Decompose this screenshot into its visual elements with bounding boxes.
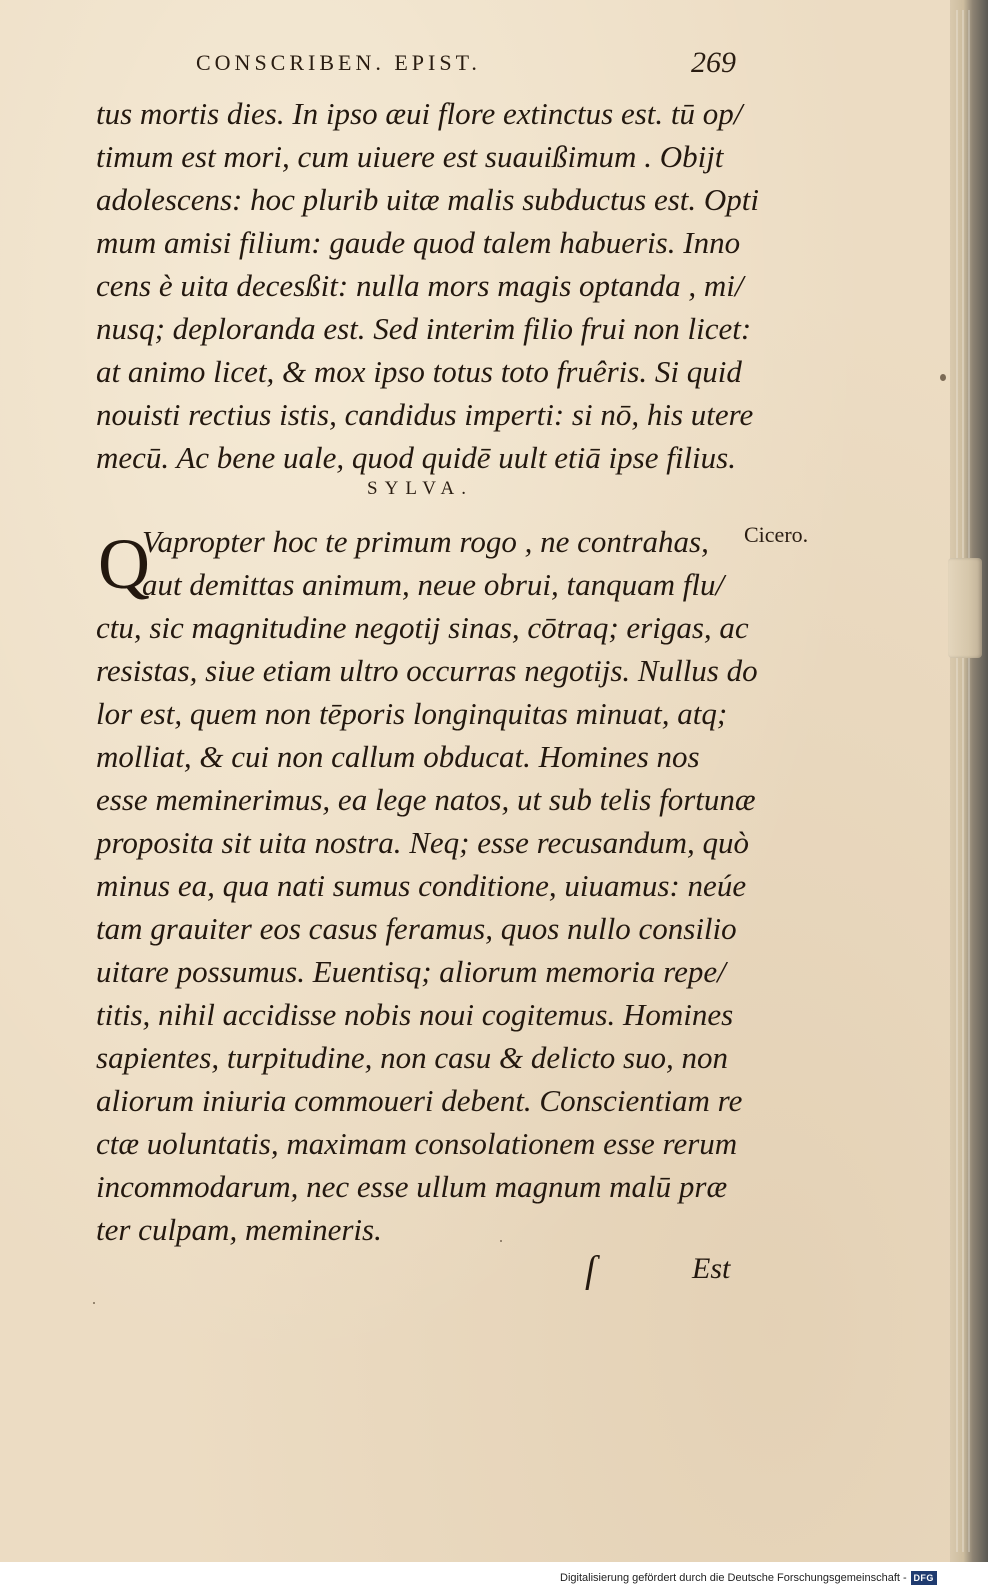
running-title: CONSCRIBEN. EPIST.: [196, 50, 481, 75]
text-line: aut demittas animum, neue obrui, tanquam flu/: [142, 567, 725, 602]
text-line: proposita sit uita nostra. Neq; esse recusandum, quò: [96, 825, 749, 860]
body-text-top: [96, 92, 760, 479]
catchword: Est: [692, 1252, 731, 1285]
text-line: at animo licet, & mox ipso totus toto fruêris. Si quid: [96, 354, 742, 389]
text-line: ter culpam, memineris.: [96, 1212, 382, 1247]
credit-text: Digitalisierung gefördert durch die Deutsche Forschungsgemeinschaft -: [560, 1572, 907, 1584]
body-text-bottom: [96, 520, 758, 1251]
text-line: titis, nihil accidisse nobis noui cogitemus. Homines: [96, 997, 734, 1032]
text-line: timum est mori, cum uiuere est suauißimum . Obijt: [96, 139, 724, 174]
page-edge-line: [968, 10, 970, 1552]
digitization-credit: [560, 1570, 937, 1586]
page-edge-line: [962, 10, 964, 1552]
text-line: adolescens: hoc plurib uitæ malis subductus est. Opti: [96, 182, 760, 217]
text-line: uitare possumus. Euentisq; aliorum memoria repe/: [96, 954, 726, 989]
text-line: mecū. Ac bene uale, quod quidē uult etiā ipse filius.: [96, 440, 736, 475]
text-line: incommodarum, nec esse ullum magnum malū præ: [96, 1169, 728, 1204]
text-line: minus ea, qua nati sumus conditione, uiuamus: neúe: [96, 868, 747, 903]
text-line: sapientes, turpitudine, non casu & delicto suo, non: [96, 1040, 729, 1075]
signature-mark: ſ: [585, 1249, 596, 1291]
page-edge-line: [956, 10, 958, 1552]
text-line: ctu, sic magnitudine negotij sinas, cōtraq; erigas, ac: [96, 610, 749, 645]
page-number: 269: [691, 46, 736, 79]
text-line: mum amisi filium: gaude quod talem habueris. Inno: [96, 225, 741, 260]
margin-note: Cicero.: [744, 522, 809, 547]
text-line: cens è uita decesßit: nulla mors magis optanda , mi/: [96, 268, 744, 303]
text-line: nusq; deploranda est. Sed interim filio frui non licet:: [96, 311, 752, 346]
text-line: nouisti rectius istis, candidus imperti: si nō, his utere: [96, 397, 754, 432]
book-edge: [950, 0, 988, 1562]
text-line: molliat, & cui non callum obducat. Homines nos: [96, 739, 700, 774]
paper-speck: [940, 374, 946, 381]
section-title: SYLVA.: [367, 478, 473, 499]
text-line: aliorum iniuria commoueri debent. Conscientiam re: [96, 1083, 743, 1118]
text-line: ctæ uoluntatis, maximam consolationem esse rerum: [96, 1126, 738, 1161]
text-line: tus mortis dies. In ipso æui flore extinctus est. tū op/: [96, 96, 743, 131]
page-tab: [948, 558, 982, 658]
paper-speck: [93, 1302, 95, 1304]
paper-speck: [500, 1240, 502, 1242]
text-line: Vapropter hoc te primum rogo , ne contrahas,: [142, 524, 709, 559]
text-line: lor est, quem non tēporis longinquitas minuat, atq;: [96, 696, 728, 731]
text-line: esse meminerimus, ea lege natos, ut sub telis fortunæ: [96, 782, 756, 817]
drop-cap: Q: [98, 524, 150, 604]
text-line: resistas, siue etiam ultro occurras negotijs. Nullus do: [96, 653, 758, 688]
page-header: [196, 46, 736, 86]
dfg-logo-icon: DFG: [911, 1571, 937, 1585]
text-line: tam grauiter eos casus feramus, quos nullo consilio: [96, 911, 737, 946]
